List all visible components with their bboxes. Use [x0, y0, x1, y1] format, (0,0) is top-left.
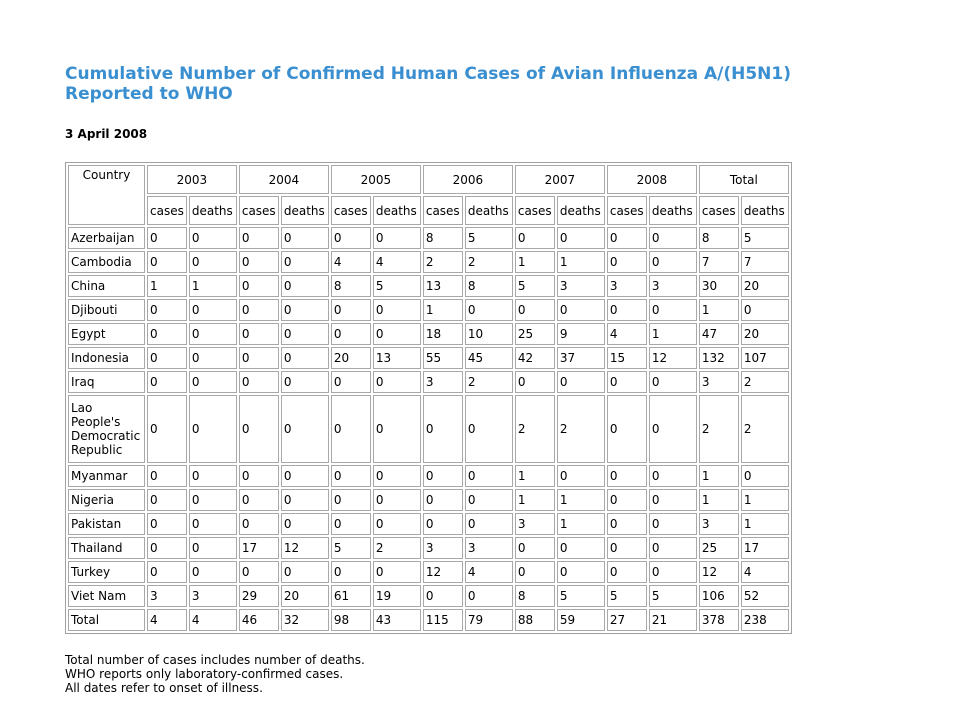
cases-cell: 0 [239, 489, 279, 511]
table-row [68, 465, 789, 487]
cases-cell: 12 [423, 561, 463, 583]
deaths-cell: 1 [557, 251, 605, 273]
deaths-cell: 59 [557, 609, 605, 631]
cases-cell: 8 [331, 275, 371, 297]
deaths-cell: 0 [281, 465, 329, 487]
country-cell: Azerbaijan [68, 227, 145, 249]
cases-cell: 3 [147, 585, 187, 607]
country-cell: Pakistan [68, 513, 145, 535]
column-header-cases: cases [515, 196, 555, 225]
cases-cell: 0 [239, 347, 279, 369]
deaths-cell: 0 [741, 299, 789, 321]
cases-cell: 0 [515, 299, 555, 321]
deaths-cell: 4 [465, 561, 513, 583]
cases-cell: 1 [515, 489, 555, 511]
deaths-cell: 0 [649, 227, 697, 249]
cases-cell: 1 [699, 299, 739, 321]
deaths-cell: 0 [281, 513, 329, 535]
cases-cell: 0 [515, 227, 555, 249]
cases-cell: 5 [607, 585, 647, 607]
cases-cell: 1 [699, 465, 739, 487]
deaths-cell: 5 [373, 275, 421, 297]
cases-cell: 0 [147, 371, 187, 393]
column-header-deaths: deaths [649, 196, 697, 225]
cases-cell: 98 [331, 609, 371, 631]
cases-cell: 0 [239, 395, 279, 463]
cases-cell: 0 [607, 489, 647, 511]
cases-cell: 1 [515, 465, 555, 487]
table-row [68, 395, 789, 463]
column-header-year: 2004 [239, 165, 329, 194]
column-header-cases: cases [331, 196, 371, 225]
cases-cell: 0 [239, 513, 279, 535]
deaths-cell: 0 [649, 537, 697, 559]
deaths-cell: 7 [741, 251, 789, 273]
column-header-deaths: deaths [557, 196, 605, 225]
cases-cell: 13 [423, 275, 463, 297]
footnotes [65, 653, 365, 695]
cases-cell: 20 [331, 347, 371, 369]
country-cell: Nigeria [68, 489, 145, 511]
country-cell: Djibouti [68, 299, 145, 321]
table-row [68, 489, 789, 511]
cases-cell: 106 [699, 585, 739, 607]
deaths-cell: 20 [741, 275, 789, 297]
deaths-cell: 0 [557, 299, 605, 321]
footnote: WHO reports only laboratory-confirmed cases. [65, 667, 344, 681]
cases-cell: 1 [699, 489, 739, 511]
cases-cell: 0 [331, 371, 371, 393]
deaths-cell: 0 [741, 465, 789, 487]
column-header-year: 2007 [515, 165, 605, 194]
deaths-cell: 43 [373, 609, 421, 631]
cases-cell: 378 [699, 609, 739, 631]
deaths-cell: 0 [649, 561, 697, 583]
deaths-cell: 1 [741, 489, 789, 511]
deaths-cell: 13 [373, 347, 421, 369]
page-title [65, 64, 791, 104]
cases-cell: 1 [423, 299, 463, 321]
cases-cell: 0 [607, 561, 647, 583]
deaths-cell: 0 [189, 371, 237, 393]
cases-cell: 0 [607, 537, 647, 559]
cases-cell: 0 [239, 561, 279, 583]
deaths-cell: 0 [281, 227, 329, 249]
cases-cell: 0 [147, 561, 187, 583]
cases-cell: 0 [331, 465, 371, 487]
table-row [68, 585, 789, 607]
cases-cell: 0 [607, 513, 647, 535]
deaths-cell: 0 [649, 299, 697, 321]
deaths-cell: 3 [649, 275, 697, 297]
column-header-cases: cases [423, 196, 463, 225]
deaths-cell: 0 [465, 585, 513, 607]
deaths-cell: 0 [465, 489, 513, 511]
column-header-cases: cases [699, 196, 739, 225]
table-row [68, 537, 789, 559]
column-header-deaths: deaths [373, 196, 421, 225]
cases-cell: 0 [331, 395, 371, 463]
cases-cell: 88 [515, 609, 555, 631]
footnote: All dates refer to onset of illness. [65, 681, 263, 695]
deaths-cell: 1 [649, 323, 697, 345]
deaths-cell: 3 [557, 275, 605, 297]
cases-cell: 0 [423, 489, 463, 511]
deaths-cell: 0 [189, 227, 237, 249]
country-cell: Iraq [68, 371, 145, 393]
deaths-cell: 0 [189, 323, 237, 345]
deaths-cell: 19 [373, 585, 421, 607]
cases-cell: 0 [147, 489, 187, 511]
deaths-cell: 0 [189, 561, 237, 583]
cases-cell: 0 [147, 227, 187, 249]
header-row [68, 165, 789, 194]
cases-cell: 0 [239, 465, 279, 487]
deaths-cell: 9 [557, 323, 605, 345]
table-row [68, 513, 789, 535]
deaths-cell: 0 [649, 489, 697, 511]
cases-cell: 4 [147, 609, 187, 631]
table-row [68, 323, 789, 345]
column-header-cases: cases [147, 196, 187, 225]
deaths-cell: 21 [649, 609, 697, 631]
deaths-cell: 0 [281, 299, 329, 321]
deaths-cell: 0 [189, 537, 237, 559]
cases-cell: 0 [515, 537, 555, 559]
deaths-cell: 0 [465, 513, 513, 535]
deaths-cell: 0 [281, 323, 329, 345]
deaths-cell: 4 [741, 561, 789, 583]
deaths-cell: 0 [373, 489, 421, 511]
deaths-cell: 52 [741, 585, 789, 607]
deaths-cell: 0 [373, 395, 421, 463]
cases-cell: 0 [331, 513, 371, 535]
deaths-cell: 0 [189, 465, 237, 487]
deaths-cell: 0 [281, 395, 329, 463]
cases-cell: 30 [699, 275, 739, 297]
cases-cell: 0 [239, 299, 279, 321]
column-header-country: Country [68, 165, 145, 225]
deaths-cell: 0 [189, 251, 237, 273]
column-header-deaths: deaths [281, 196, 329, 225]
country-cell: China [68, 275, 145, 297]
deaths-cell: 0 [557, 561, 605, 583]
deaths-cell: 5 [557, 585, 605, 607]
cases-cell: 4 [331, 251, 371, 273]
cases-cell: 2 [699, 395, 739, 463]
deaths-cell: 0 [373, 227, 421, 249]
cases-cell: 55 [423, 347, 463, 369]
cases-cell: 132 [699, 347, 739, 369]
deaths-cell: 0 [649, 395, 697, 463]
cases-cell: 25 [515, 323, 555, 345]
cases-cell: 0 [607, 395, 647, 463]
cases-cell: 0 [331, 489, 371, 511]
deaths-cell: 0 [373, 323, 421, 345]
cases-cell: 0 [331, 323, 371, 345]
deaths-cell: 0 [189, 395, 237, 463]
cases-cell: 4 [607, 323, 647, 345]
cases-cell: 12 [699, 561, 739, 583]
report-date: 3 April 2008 [65, 127, 148, 141]
column-header-year: Total [699, 165, 789, 194]
cases-cell: 0 [423, 585, 463, 607]
deaths-cell: 0 [557, 371, 605, 393]
cases-cell: 0 [331, 227, 371, 249]
deaths-cell: 0 [189, 347, 237, 369]
cases-cell: 3 [515, 513, 555, 535]
deaths-cell: 12 [281, 537, 329, 559]
deaths-cell: 79 [465, 609, 513, 631]
deaths-cell: 0 [649, 251, 697, 273]
column-header-year: 2008 [607, 165, 697, 194]
deaths-cell: 17 [741, 537, 789, 559]
deaths-cell: 2 [465, 371, 513, 393]
cases-cell: 0 [147, 465, 187, 487]
cases-cell: 0 [607, 465, 647, 487]
column-header-year: 2003 [147, 165, 237, 194]
deaths-cell: 2 [373, 537, 421, 559]
deaths-cell: 0 [373, 465, 421, 487]
cases-cell: 8 [699, 227, 739, 249]
country-cell: Myanmar [68, 465, 145, 487]
cases-cell: 0 [147, 537, 187, 559]
deaths-cell: 0 [465, 299, 513, 321]
column-header-cases: cases [607, 196, 647, 225]
cases-cell: 0 [239, 275, 279, 297]
cases-cell: 8 [515, 585, 555, 607]
deaths-cell: 8 [465, 275, 513, 297]
table-row [68, 609, 789, 631]
table-row [68, 347, 789, 369]
deaths-cell: 32 [281, 609, 329, 631]
column-header-cases: cases [239, 196, 279, 225]
cases-cell: 0 [423, 465, 463, 487]
cases-cell: 0 [607, 371, 647, 393]
cases-cell: 0 [239, 227, 279, 249]
footnote: Total number of cases includes number of deaths. [65, 653, 365, 667]
cases-cell: 18 [423, 323, 463, 345]
table-row [68, 561, 789, 583]
cases-cell: 0 [147, 323, 187, 345]
deaths-cell: 5 [741, 227, 789, 249]
deaths-cell: 0 [373, 561, 421, 583]
deaths-cell: 0 [281, 371, 329, 393]
deaths-cell: 1 [557, 489, 605, 511]
cases-cell: 17 [239, 537, 279, 559]
column-header-deaths: deaths [741, 196, 789, 225]
table-row [68, 299, 789, 321]
deaths-cell: 1 [557, 513, 605, 535]
cases-cell: 0 [331, 299, 371, 321]
deaths-cell: 20 [281, 585, 329, 607]
deaths-cell: 0 [281, 561, 329, 583]
cases-cell: 15 [607, 347, 647, 369]
deaths-cell: 10 [465, 323, 513, 345]
subheader-row [68, 196, 789, 225]
cases-cell: 7 [699, 251, 739, 273]
cases-cell: 0 [147, 395, 187, 463]
cases-cell: 3 [699, 513, 739, 535]
table-row [68, 251, 789, 273]
cases-cell: 1 [515, 251, 555, 273]
deaths-cell: 20 [741, 323, 789, 345]
deaths-cell: 3 [189, 585, 237, 607]
cases-cell: 0 [239, 323, 279, 345]
deaths-cell: 0 [649, 371, 697, 393]
cases-cell: 5 [515, 275, 555, 297]
cases-cell: 0 [423, 395, 463, 463]
deaths-cell: 4 [373, 251, 421, 273]
cases-cell: 1 [147, 275, 187, 297]
deaths-cell: 2 [465, 251, 513, 273]
title-line-2: Reported to WHO [65, 84, 233, 104]
country-cell: Total [68, 609, 145, 631]
deaths-cell: 0 [373, 299, 421, 321]
cases-cell: 61 [331, 585, 371, 607]
column-header-deaths: deaths [189, 196, 237, 225]
deaths-cell: 0 [373, 513, 421, 535]
cases-cell: 0 [239, 251, 279, 273]
deaths-cell: 0 [649, 465, 697, 487]
cases-cell: 0 [607, 227, 647, 249]
deaths-cell: 5 [465, 227, 513, 249]
deaths-cell: 238 [741, 609, 789, 631]
column-header-year: 2006 [423, 165, 513, 194]
cases-table [65, 162, 792, 634]
deaths-cell: 0 [465, 395, 513, 463]
cases-cell: 0 [423, 513, 463, 535]
deaths-cell: 0 [281, 489, 329, 511]
deaths-cell: 0 [557, 465, 605, 487]
deaths-cell: 1 [189, 275, 237, 297]
cases-cell: 2 [423, 251, 463, 273]
deaths-cell: 0 [465, 465, 513, 487]
country-cell: Viet Nam [68, 585, 145, 607]
deaths-cell: 0 [373, 371, 421, 393]
deaths-cell: 0 [281, 275, 329, 297]
deaths-cell: 107 [741, 347, 789, 369]
deaths-cell: 45 [465, 347, 513, 369]
cases-cell: 0 [331, 561, 371, 583]
table-row [68, 371, 789, 393]
table-row [68, 227, 789, 249]
cases-cell: 0 [147, 251, 187, 273]
cases-cell: 25 [699, 537, 739, 559]
cases-cell: 2 [515, 395, 555, 463]
deaths-cell: 5 [649, 585, 697, 607]
country-cell: Indonesia [68, 347, 145, 369]
deaths-cell: 4 [189, 609, 237, 631]
deaths-cell: 2 [741, 371, 789, 393]
deaths-cell: 12 [649, 347, 697, 369]
deaths-cell: 0 [557, 227, 605, 249]
cases-cell: 5 [331, 537, 371, 559]
cases-cell: 0 [515, 371, 555, 393]
cases-cell: 0 [147, 299, 187, 321]
cases-cell: 3 [699, 371, 739, 393]
cases-cell: 0 [607, 299, 647, 321]
cases-cell: 0 [147, 347, 187, 369]
country-cell: Thailand [68, 537, 145, 559]
cases-cell: 27 [607, 609, 647, 631]
cases-cell: 46 [239, 609, 279, 631]
deaths-cell: 0 [281, 251, 329, 273]
cases-cell: 0 [515, 561, 555, 583]
deaths-cell: 0 [189, 299, 237, 321]
deaths-cell: 2 [741, 395, 789, 463]
deaths-cell: 0 [649, 513, 697, 535]
table-row [68, 275, 789, 297]
deaths-cell: 3 [465, 537, 513, 559]
cases-cell: 47 [699, 323, 739, 345]
cases-cell: 29 [239, 585, 279, 607]
cases-cell: 3 [423, 537, 463, 559]
cases-cell: 42 [515, 347, 555, 369]
cases-cell: 8 [423, 227, 463, 249]
cases-cell: 3 [423, 371, 463, 393]
cases-cell: 0 [239, 371, 279, 393]
country-cell: Cambodia [68, 251, 145, 273]
column-header-deaths: deaths [465, 196, 513, 225]
deaths-cell: 0 [189, 489, 237, 511]
deaths-cell: 0 [189, 513, 237, 535]
cases-cell: 115 [423, 609, 463, 631]
cases-cell: 0 [147, 513, 187, 535]
deaths-cell: 0 [281, 347, 329, 369]
country-cell: Egypt [68, 323, 145, 345]
country-cell: Turkey [68, 561, 145, 583]
deaths-cell: 1 [741, 513, 789, 535]
country-cell: Lao People's Democratic Republic [68, 395, 145, 463]
deaths-cell: 2 [557, 395, 605, 463]
cases-cell: 3 [607, 275, 647, 297]
deaths-cell: 37 [557, 347, 605, 369]
column-header-year: 2005 [331, 165, 421, 194]
cases-cell: 0 [607, 251, 647, 273]
deaths-cell: 0 [557, 537, 605, 559]
title-line-1: Cumulative Number of Confirmed Human Cases of Avian Influenza A/(H5N1) [65, 64, 791, 84]
